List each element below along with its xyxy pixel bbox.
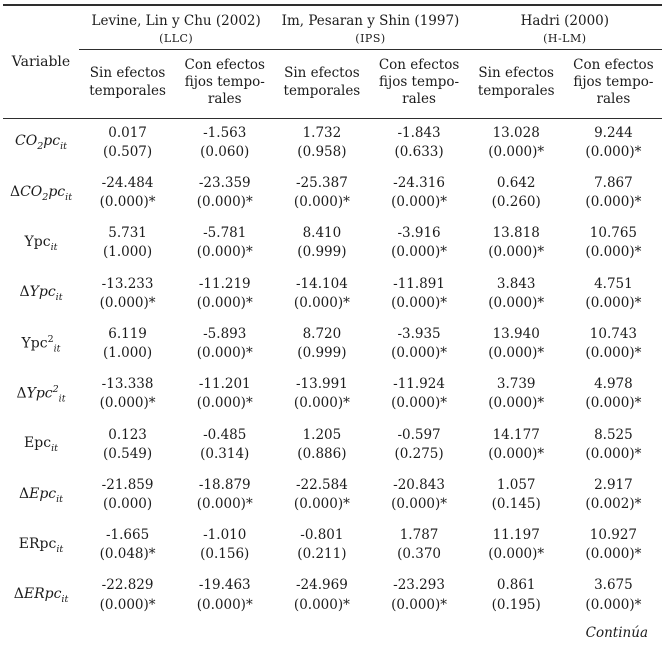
statistic-value: 1.205 [302,426,342,443]
stat-cell [176,571,273,621]
variable-label-ERpc_it [3,521,79,571]
p-value: (0.370 [397,546,441,563]
table-row [3,270,662,320]
stat-cell [79,521,176,571]
stat-cell [565,219,662,269]
p-value: (0.000)* [488,244,545,261]
p-value: (0.000)* [585,596,642,613]
statistic-value: 6.119 [108,325,147,342]
statistic-value: 3.739 [496,376,536,393]
p-value: (0.000)* [196,495,253,512]
p-value: (0.000)* [585,143,642,160]
statistic-value: 7.867 [594,174,633,191]
variable-label-segment: CO [15,133,38,150]
statistic-value: -5.893 [203,325,247,342]
statistic-value: -14.104 [295,275,348,292]
table-row [3,320,662,370]
p-value: (0.000)* [488,143,545,160]
p-value: (0.000)* [488,345,545,362]
stat-cell [370,571,467,621]
stat-cell [468,370,565,420]
variable-label-Epc_it [3,421,79,471]
statistic-value: -0.485 [203,426,247,443]
p-value: (1.000) [102,345,153,362]
stat-cell [176,370,273,420]
statistic-value: 0.123 [108,426,147,443]
stat-cell [176,270,273,320]
p-value: (0.507) [102,143,153,160]
stat-cell [370,118,467,169]
statistic-value: -23.293 [393,577,445,594]
statistic-value: -3.916 [397,225,441,242]
table-row [3,471,662,521]
p-value: (0.000)* [391,194,448,211]
column-subheader-row [3,49,662,118]
p-value: (0.000)* [488,445,545,462]
stat-cell [79,370,176,420]
p-value: (0.000)* [196,294,253,311]
statistic-value: -22.584 [295,476,348,493]
variable-label-dEpc_it [3,471,79,521]
statistic-value: -24.969 [295,577,348,594]
p-value: (0.000)* [391,294,448,311]
p-value: (0.260) [491,194,541,211]
variable-label-Ypc_it [3,219,79,269]
group-header-hadri [468,5,662,49]
stat-cell [468,320,565,370]
variable-label-CO2pc_it [3,118,79,169]
p-value: (0.633) [394,143,444,160]
stat-cell [468,471,565,521]
statistic-value: 10.765 [589,225,638,242]
p-value: (0.000)* [391,596,448,613]
statistic-value: 3.675 [594,577,633,594]
statistic-value: 0.861 [496,577,536,594]
statistic-value: -18.879 [198,476,251,493]
group-name-ips: Im, Pesaran y Shin (1997) [281,13,460,29]
statistic-value: -11.891 [393,275,445,292]
statistic-value: 14.177 [492,426,540,443]
stat-cell [370,219,467,269]
stat-cell [273,219,370,269]
stat-cell [370,421,467,471]
statistic-value: 2.917 [594,476,633,493]
variable-label-segment: it [60,141,67,153]
table-row [3,370,662,420]
variable-label-segment: 2 [42,191,49,203]
p-value: (0.000)* [293,294,350,311]
column-subheader: Con efectos fijos tempo- rales [176,49,273,118]
stat-cell [468,421,565,471]
p-value: (0.211) [297,546,347,563]
stat-cell [468,270,565,320]
table-row [3,169,662,219]
statistic-value: -25.387 [295,174,348,191]
stat-cell [370,521,467,571]
p-value: (0.000)* [293,395,350,412]
statistic-value: 13.028 [492,124,540,141]
p-value: (0.000)* [391,244,448,261]
p-value: (0.000)* [391,495,448,512]
statistic-value: -13.338 [101,376,154,393]
p-value: (0.000)* [391,395,448,412]
p-value: (0.000) [102,495,153,512]
p-value: (0.000)* [585,546,642,563]
statistic-value: 0.642 [496,174,536,191]
p-value: (0.000)* [391,345,448,362]
variable-label-dCO2pc_it [3,169,79,219]
statistic-value: -0.801 [300,527,344,544]
statistic-value: -24.316 [393,174,445,191]
variable-label-segment: Δ [16,385,27,402]
p-value: (0.000)* [99,395,156,412]
variable-label-segment: Δ [19,284,30,301]
variable-label-Ypc2_it [3,320,79,370]
variable-label-segment: it [56,493,63,505]
stat-cell [565,370,662,420]
variable-label-segment: it [50,241,58,253]
p-value: (0.000)* [293,596,350,613]
p-value: (0.000)* [196,345,253,362]
statistic-value: 8.720 [302,325,342,342]
group-header-llc [79,5,273,49]
p-value: (0.000)* [293,495,350,512]
p-value: (0.999) [297,244,347,261]
stat-cell [468,219,565,269]
variable-label-segment: Δ [13,586,24,603]
stat-cell [468,571,565,621]
statistic-value: 1.057 [496,476,536,493]
stat-cell [565,571,662,621]
p-value: (0.958) [297,143,347,160]
statistic-value: 3.843 [496,275,536,292]
variable-label-segment: it [55,292,63,304]
table-row [3,571,662,621]
table-row [3,421,662,471]
stat-cell [176,320,273,370]
p-value: (0.999) [297,345,347,362]
variable-label-segment: it [65,191,73,203]
variable-label-segment: Ypc [26,385,53,402]
statistic-value: 10.743 [589,325,638,342]
group-header-ips [273,5,467,49]
variable-label-segment: ERpc [18,535,57,552]
p-value: (0.000)* [293,194,350,211]
statistic-value: -11.201 [198,376,251,393]
p-value: (0.002)* [585,495,642,512]
statistic-value: -11.219 [198,275,251,292]
column-subheader: Sin efectos temporales [468,49,565,118]
p-value: (0.060) [200,143,250,160]
p-value: (0.000)* [99,294,156,311]
p-value: (0.000)* [196,244,253,261]
variable-label-segment: it [58,393,66,405]
variable-label-segment: it [61,594,69,605]
statistic-value: -19.463 [198,577,251,594]
column-subheader: Con efectos fijos tempo- rales [370,49,467,118]
p-value: (0.048)* [99,546,156,563]
unit-root-test-table [3,4,662,622]
statistic-value: -1.843 [397,124,441,141]
stat-cell [273,320,370,370]
statistic-value: -1.563 [203,124,247,141]
stat-cell [565,118,662,169]
stat-cell [468,118,565,169]
group-header-row [3,5,662,49]
stat-cell [565,421,662,471]
variable-label-segment: it [56,543,64,555]
variable-label-segment: ERpc [23,586,62,603]
p-value: (0.000)* [585,445,642,462]
p-value: (0.000)* [196,194,253,211]
stat-cell [273,571,370,621]
column-subheader: Con efectos fijos tempo- rales [565,49,662,118]
p-value: (0.000)* [99,596,156,613]
stat-cell [273,270,370,320]
p-value: (0.000)* [585,294,642,311]
variable-label-dYpc_it [3,270,79,320]
p-value: (0.314) [200,445,250,462]
stat-cell [79,169,176,219]
statistic-value: 4.751 [594,275,633,292]
variable-label-segment: 2 [37,141,44,153]
statistic-value: 1.732 [302,124,342,141]
statistic-value: -0.597 [397,426,441,443]
variable-label-segment: Δ [18,485,30,502]
stat-cell [273,370,370,420]
statistic-value: 11.197 [492,527,540,544]
variable-column-header: Variable [3,5,79,118]
stat-cell [176,118,273,169]
statistic-value: -11.924 [393,376,445,393]
stat-cell [565,471,662,521]
stat-cell [370,320,467,370]
stat-cell [79,421,176,471]
p-value: (0.000)* [585,395,642,412]
table-row [3,118,662,169]
variable-label-segment: 2 [47,333,54,345]
stat-cell [370,169,467,219]
column-subheader: Sin efectos temporales [79,49,176,118]
p-value: (0.156) [200,546,250,563]
p-value: (0.000)* [488,395,545,412]
statistic-value: -24.484 [101,174,154,191]
statistic-value: -5.781 [203,225,247,242]
stat-cell [468,169,565,219]
stat-cell [565,169,662,219]
stat-cell [370,270,467,320]
stat-cell [176,521,273,571]
p-value: (0.000)* [488,546,545,563]
stat-cell [176,471,273,521]
stat-cell [176,219,273,269]
stat-cell [273,169,370,219]
statistic-value: -23.359 [198,174,251,191]
table-row [3,219,662,269]
statistic-value: -22.829 [101,577,154,594]
stat-cell [79,270,176,320]
p-value: (0.145) [491,495,541,512]
p-value: (0.000)* [488,294,545,311]
group-abbr-hadri: (H-LM) [543,31,587,45]
stat-cell [273,118,370,169]
statistic-value: -13.991 [295,376,348,393]
variable-label-segment: Ypc [21,335,48,352]
statistic-value: 4.978 [594,376,633,393]
p-value: (0.195) [491,596,541,613]
variable-label-segment: Epc [24,435,52,452]
statistic-value: 0.017 [108,124,147,141]
p-value: (0.000)* [585,345,642,362]
stat-cell [79,118,176,169]
p-value: (0.000)* [196,596,253,613]
stat-cell [273,521,370,571]
statistic-value: -20.843 [393,476,445,493]
stat-cell [79,571,176,621]
p-value: (0.000)* [585,244,642,261]
statistic-value: 8.410 [302,225,342,242]
statistic-value: 10.927 [589,527,638,544]
stat-cell [370,370,467,420]
statistic-value: 1.787 [399,527,439,544]
stat-cell [565,521,662,571]
variable-label-segment: Epc [29,485,57,502]
p-value: (0.000)* [99,194,156,211]
statistic-value: 13.818 [492,225,540,242]
table-row [3,521,662,571]
variable-label-segment: CO [20,183,43,200]
variable-label-segment: pc [43,133,61,150]
statistic-value: -21.859 [101,476,154,493]
stat-cell [468,521,565,571]
stat-cell [79,471,176,521]
variable-label-segment: 2 [52,384,59,396]
stat-cell [565,270,662,320]
statistic-value: -1.010 [203,527,247,544]
statistic-value: 5.731 [108,225,147,242]
group-name-hadri: Hadri (2000) [520,13,610,29]
statistic-value: -1.665 [105,527,150,544]
column-subheader: Sin efectos temporales [273,49,370,118]
variable-label-dERpc_it [3,571,79,621]
variable-label-segment: Ypc [24,234,51,251]
stat-cell [370,471,467,521]
p-value: (0.000)* [196,395,253,412]
stat-cell [273,421,370,471]
p-value: (1.000) [102,244,153,261]
statistic-value: 13.940 [492,325,540,342]
stat-cell [176,421,273,471]
variable-label-segment: Δ [9,183,21,200]
statistic-value: 8.525 [594,426,633,443]
variable-label-segment: it [53,343,61,355]
statistic-value: -13.233 [101,275,154,292]
statistic-value: -3.935 [397,325,441,342]
p-value: (0.000)* [585,194,642,211]
variable-label-dYpc2_it [3,370,79,420]
group-name-llc: Levine, Lin y Chu (2002) [91,13,261,29]
statistic-value: 9.244 [594,124,633,141]
variable-label-segment: Ypc [29,284,56,301]
group-abbr-ips: (IPS) [355,31,386,45]
group-abbr-llc: (LLC) [159,31,194,45]
stat-cell [79,320,176,370]
variable-label-segment: it [51,443,58,455]
p-value: (0.275) [394,445,444,462]
stat-cell [79,219,176,269]
variable-label-segment: pc [48,183,66,200]
stat-cell [273,471,370,521]
stat-cell [176,169,273,219]
stat-cell [565,320,662,370]
p-value: (0.549) [102,445,153,462]
p-value: (0.886) [297,445,347,462]
continua-note: Continúa [585,624,648,641]
